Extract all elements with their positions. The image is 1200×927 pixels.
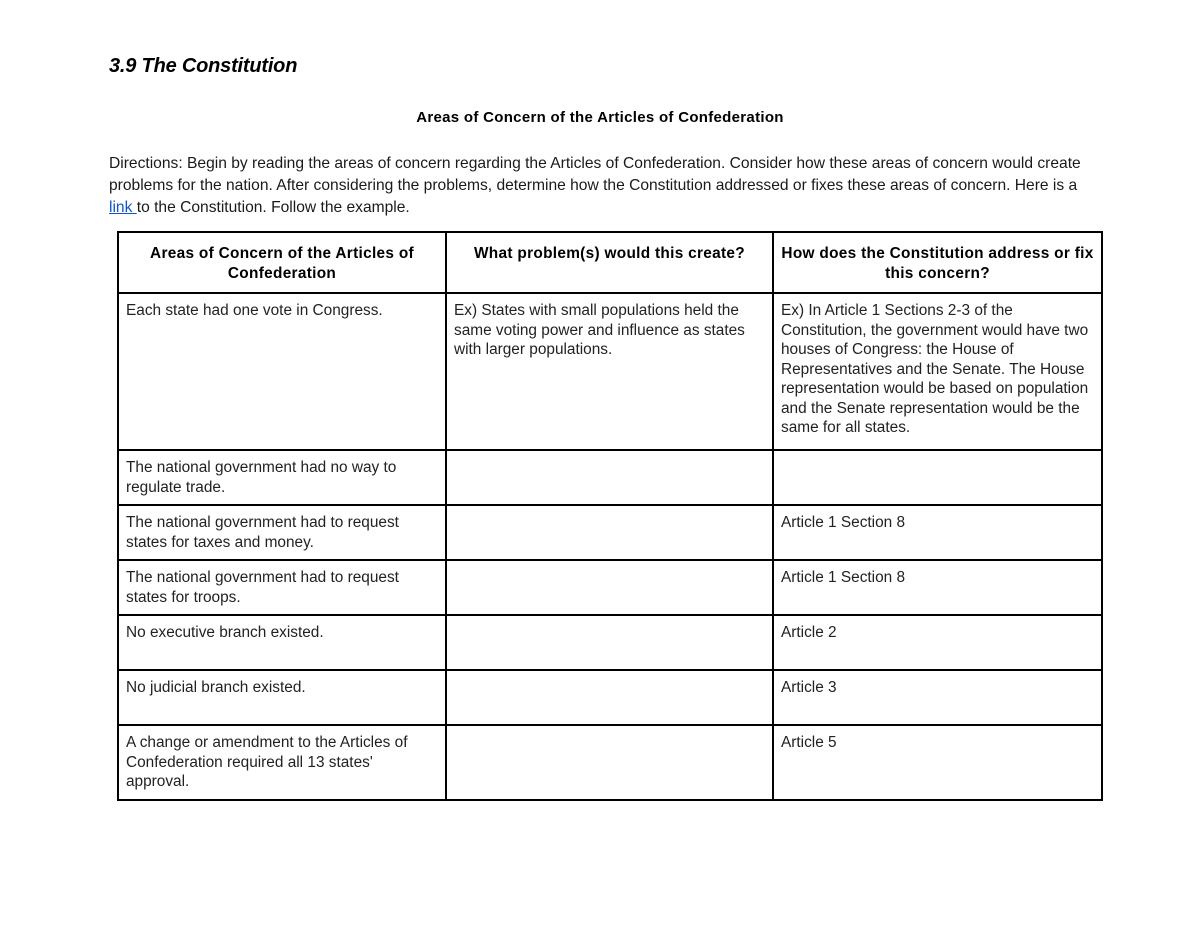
directions-text-start: Directions: Begin by reading the areas of concern regarding the Articles of Confederation. Consider how these areas of concern would create problems for the nation. After considering the problems, determine how the Constitution addressed or fixes these areas of concern. Here is a bbox=[109, 155, 1081, 194]
concern-cell: No judicial branch existed. bbox=[118, 670, 446, 725]
concerns-table bbox=[117, 231, 1103, 801]
fix-cell[interactable]: Article 2 bbox=[773, 615, 1102, 670]
worksheet-subtitle: Areas of Concern of the Articles of Confederation bbox=[416, 109, 784, 126]
problem-cell[interactable]: Ex) States with small populations held the same voting power and influence as states with larger populations. bbox=[446, 293, 773, 450]
directions-text-end: to the Constitution. Follow the example. bbox=[136, 199, 410, 216]
table-row bbox=[118, 505, 1102, 560]
header-constitution-fix: How does the Constitution address or fix this concern? bbox=[773, 232, 1102, 293]
header-problems: What problem(s) would this create? bbox=[446, 232, 773, 293]
fix-cell[interactable] bbox=[773, 450, 1102, 505]
table-row bbox=[118, 725, 1102, 800]
concern-cell: No executive branch existed. bbox=[118, 615, 446, 670]
header-areas-of-concern: Areas of Concern of the Articles of Confederation bbox=[118, 232, 446, 293]
concern-cell: The national government had to request states for troops. bbox=[118, 560, 446, 615]
problem-cell[interactable] bbox=[446, 450, 773, 505]
constitution-link[interactable]: link bbox=[109, 199, 137, 216]
problem-cell[interactable] bbox=[446, 725, 773, 800]
fix-cell[interactable]: Article 5 bbox=[773, 725, 1102, 800]
concern-cell: The national government had to request states for taxes and money. bbox=[118, 505, 446, 560]
table-row bbox=[118, 670, 1102, 725]
fix-cell[interactable]: Article 1 Section 8 bbox=[773, 505, 1102, 560]
fix-cell[interactable]: Article 1 Section 8 bbox=[773, 560, 1102, 615]
directions-paragraph bbox=[109, 153, 1099, 219]
problem-cell[interactable] bbox=[446, 670, 773, 725]
fix-cell[interactable]: Article 3 bbox=[773, 670, 1102, 725]
concern-cell: The national government had no way to regulate trade. bbox=[118, 450, 446, 505]
concern-cell: Each state had one vote in Congress. bbox=[118, 293, 446, 450]
problem-cell[interactable] bbox=[446, 560, 773, 615]
table-row bbox=[118, 615, 1102, 670]
concern-cell: A change or amendment to the Articles of Confederation required all 13 states' approval. bbox=[118, 725, 446, 800]
problem-cell[interactable] bbox=[446, 615, 773, 670]
fix-cell[interactable]: Ex) In Article 1 Sections 2-3 of the Constitution, the government would have two houses of Congress: the House of Representatives and the Senate. The House representation would be based on population and the Senate representation would be the same for all states. bbox=[773, 293, 1102, 450]
table-row bbox=[118, 293, 1102, 450]
table-row bbox=[118, 450, 1102, 505]
problem-cell[interactable] bbox=[446, 505, 773, 560]
table-row bbox=[118, 560, 1102, 615]
page-title: 3.9 The Constitution bbox=[109, 55, 298, 77]
table-header-row bbox=[118, 232, 1102, 293]
